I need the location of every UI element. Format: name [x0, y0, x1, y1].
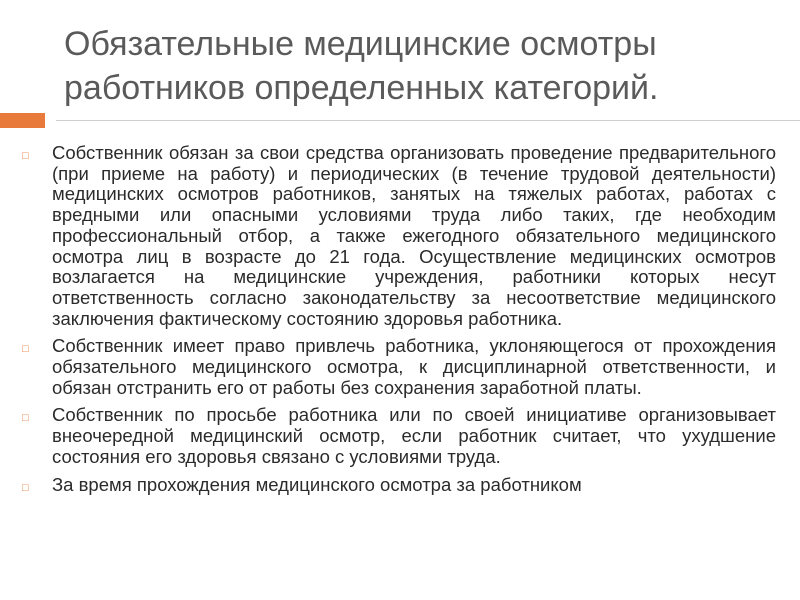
square-outline-bullet-icon: □ [22, 412, 29, 425]
square-outline-bullet-icon: □ [22, 343, 29, 356]
list-item [22, 336, 776, 398]
bullet-text: За время прохождения медицинского осмотра за работником [52, 473, 582, 495]
list-item [22, 143, 776, 329]
title-divider [56, 120, 800, 121]
list-item [22, 405, 776, 467]
square-outline-bullet-icon: □ [22, 481, 29, 494]
square-outline-bullet-icon: □ [22, 150, 29, 162]
bullet-list [22, 143, 776, 502]
list-item [22, 475, 776, 496]
bullet-text: Собственник обязан за свои средства организовать проведение предварительного (при приеме на работу) и периодических (в течение трудовой деятельности) медицинских осмотров работников, занятых на тяжелых работах, работах с вредными или опасными условиями труда либо таких, где необходим профессиональный отбор, а также ежегодного обязательного медицинского осмотра лиц в возрасте до 21 года. Осуществление медицинских осмотров возлагается на медицинские учреждения, работники которых несут ответственность согласно законодательству за несоответствие медицинского заключения фактическому состоянию здоровья работника. [52, 142, 776, 329]
title-accent-bar [0, 113, 45, 128]
slide-title: Обязательные медицинские осмотры работников определенных категорий. [64, 25, 659, 107]
bullet-text: Собственник по просьбе работника или по своей инициативе организовывает внеочередной медицинский осмотр, если работник считает, что ухудшение состояния его здоровья связано с условиями труда. [52, 404, 776, 467]
bullet-text: Собственник имеет право привлечь работника, уклоняющегося от прохождения обязательного медицинского осмотра, к дисциплинарной ответственности, и обязан отстранить его от работы без сохранения заработной платы. [52, 335, 776, 398]
